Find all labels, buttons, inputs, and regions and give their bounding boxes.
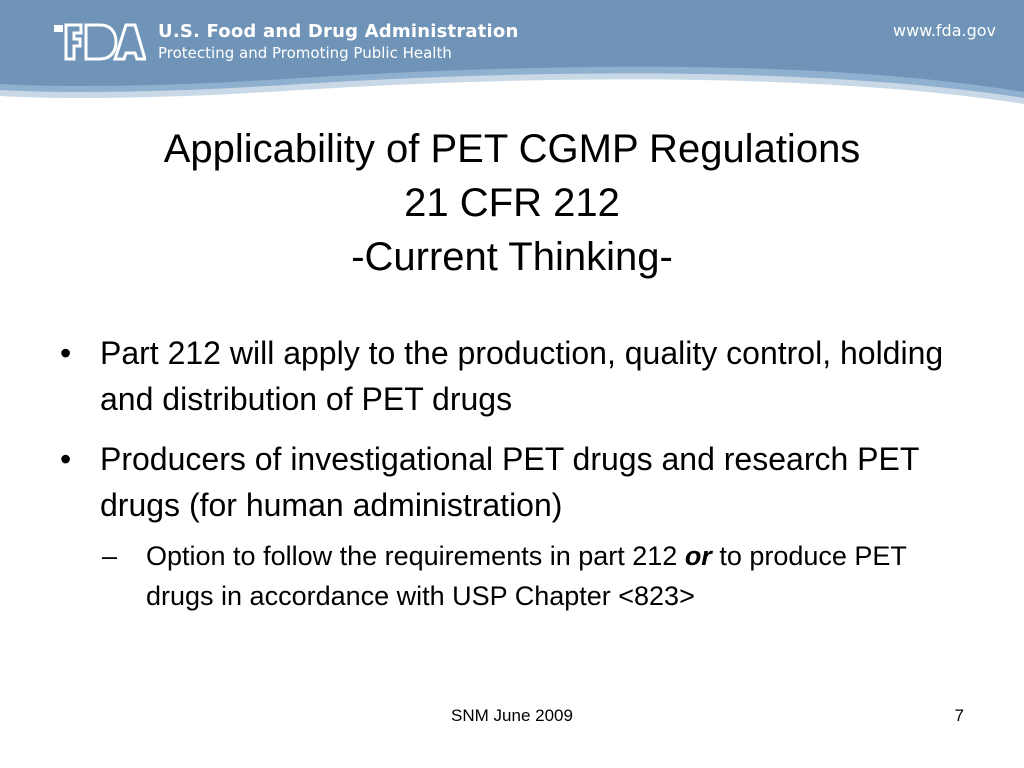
header-banner xyxy=(0,0,1024,110)
bullet-item xyxy=(60,330,960,422)
title-line-1: Applicability of PET CGMP Regulations xyxy=(163,127,861,171)
slide-title xyxy=(0,122,1024,284)
agency-tagline: Protecting and Promoting Public Health xyxy=(158,44,452,62)
bullet-item xyxy=(60,436,960,528)
sub-bullet-item xyxy=(102,536,960,616)
fda-logo xyxy=(52,22,146,62)
sub-bullet-text-end: to produce PET drugs in accordance with USP Chapter <823> xyxy=(146,541,907,611)
bullet-marker: • xyxy=(60,441,72,477)
sub-bullet-marker: – xyxy=(102,541,118,571)
footer-event: SNM June 2009 xyxy=(451,706,573,725)
bullet-marker: • xyxy=(60,335,72,371)
agency-name: U.S. Food and Drug Administration xyxy=(158,21,519,42)
title-line-2: 21 CFR 212 xyxy=(404,181,620,225)
page-number: 7 xyxy=(954,706,964,725)
sub-bullet-text: Option to follow the requirements in part 212 xyxy=(146,541,685,571)
website-link[interactable]: www.fda.gov xyxy=(893,21,996,40)
slide-body xyxy=(60,330,960,616)
sub-bullet-emphasis: or xyxy=(684,541,712,571)
title-line-3: -Current Thinking- xyxy=(351,235,673,279)
bullet-text: Producers of investigational PET drugs and research PET drugs (for human administration) xyxy=(100,441,919,523)
bullet-text: Part 212 will apply to the production, quality control, holding and distribution of PET drugs xyxy=(100,335,944,417)
